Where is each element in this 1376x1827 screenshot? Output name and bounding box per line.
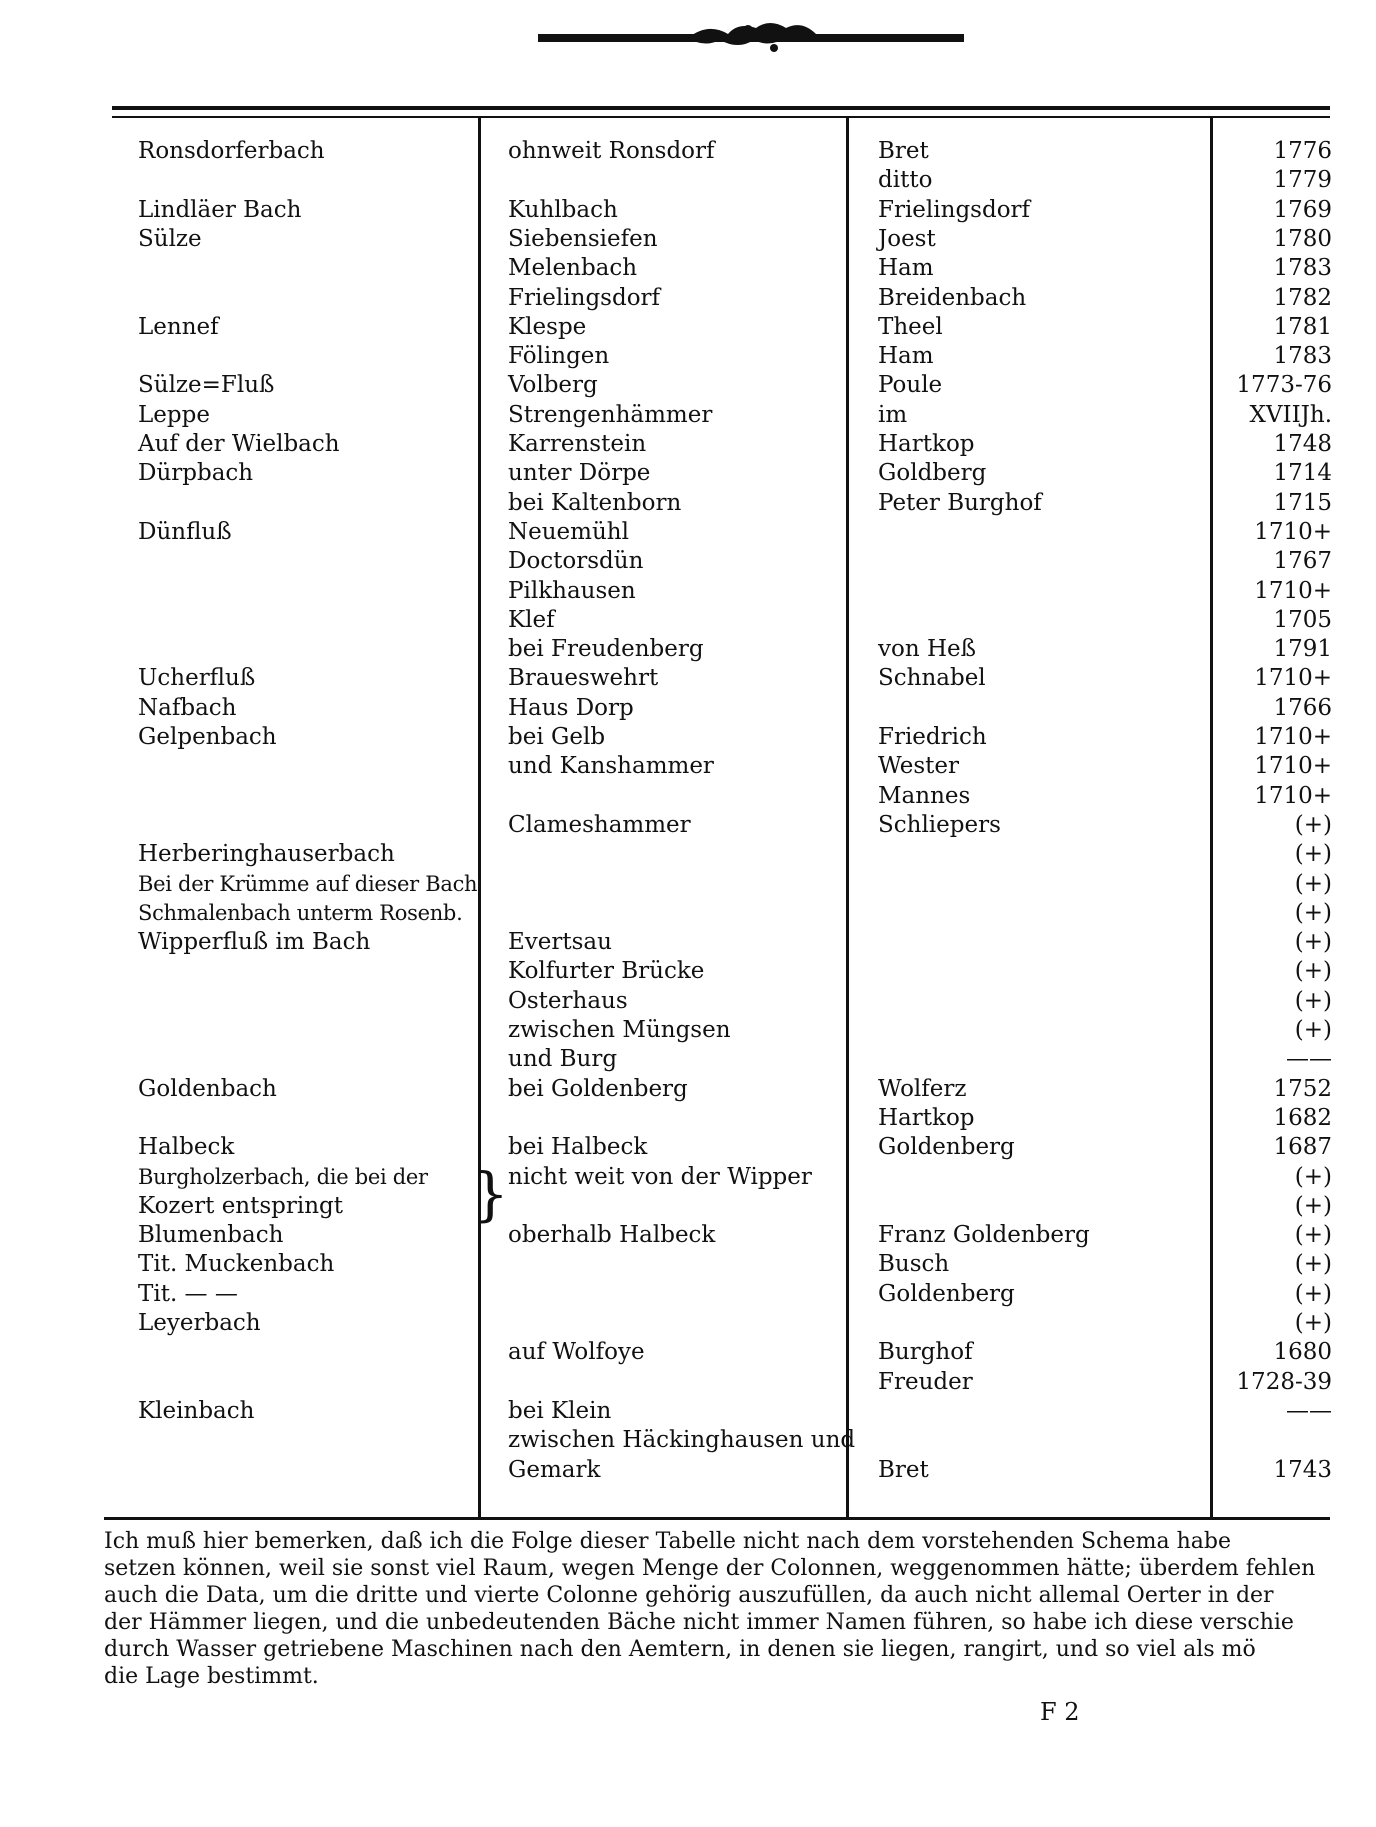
- cell-c3: Hartkop: [878, 431, 975, 457]
- cell-c3: Friedrich: [878, 724, 987, 750]
- cell-c2: und Burg: [508, 1046, 618, 1072]
- table-row: [0, 1044, 1376, 1074]
- table-row: [0, 722, 1376, 752]
- cell-c3: Wolferz: [878, 1076, 967, 1102]
- table-row: [0, 224, 1376, 254]
- cell-c4: 1767: [1273, 548, 1332, 574]
- table-row: [0, 839, 1376, 869]
- cell-c3: im: [878, 402, 908, 428]
- table-row: [0, 1074, 1376, 1104]
- footnote-line: auch die Data, um die dritte und vierte Colonne gehörig auszufüllen, da auch nicht allemal Oerter in der: [104, 1583, 1274, 1608]
- cell-c4: 1752: [1273, 1076, 1332, 1102]
- cell-c2: und Kanshammer: [508, 753, 714, 779]
- table-row: [0, 253, 1376, 283]
- table-row: [0, 898, 1376, 928]
- footnote: [104, 1528, 1334, 1690]
- table-row: [0, 1337, 1376, 1367]
- cell-c1: Bei der Krümme auf dieser Bach: [138, 872, 478, 896]
- table-row: [0, 546, 1376, 576]
- table-row: [0, 195, 1376, 225]
- cell-c2: Siebensiefen: [508, 226, 658, 252]
- cell-c2: Melenbach: [508, 255, 638, 281]
- table-row: [0, 1425, 1376, 1455]
- table-row: [0, 1015, 1376, 1045]
- cell-c1: Dünfluß: [138, 519, 232, 545]
- cell-c1: Dürpbach: [138, 460, 254, 486]
- cell-c1: Nafbach: [138, 695, 237, 721]
- cell-c4: (+): [1294, 900, 1332, 926]
- cell-c4: 1748: [1273, 431, 1332, 457]
- cell-c2: Kuhlbach: [508, 197, 618, 223]
- table-row: [0, 370, 1376, 400]
- table-row: [0, 693, 1376, 723]
- cell-c4: (+): [1294, 929, 1332, 955]
- cell-c2: zwischen Müngsen: [508, 1017, 731, 1043]
- cell-c1: Tit. Muckenbach: [138, 1251, 335, 1277]
- table-row: [0, 429, 1376, 459]
- table-row: [0, 1279, 1376, 1309]
- cell-c2: nicht weit von der Wipper: [508, 1164, 812, 1190]
- table-row: [0, 1249, 1376, 1279]
- cell-c2: Osterhaus: [508, 988, 628, 1014]
- cell-c4: (+): [1294, 1193, 1332, 1219]
- cell-c3: Bret: [878, 138, 929, 164]
- cell-c4: (+): [1294, 841, 1332, 867]
- cell-c3: Goldenberg: [878, 1281, 1015, 1307]
- cell-c2: Karrenstein: [508, 431, 647, 457]
- footnote-line: der Hämmer liegen, und die unbedeutenden Bäche nicht immer Namen führen, so habe ich diese verschie: [104, 1610, 1294, 1635]
- table-row: [0, 341, 1376, 371]
- table-row: [0, 605, 1376, 635]
- cell-c3: Goldberg: [878, 460, 987, 486]
- cell-c4: 1791: [1273, 636, 1332, 662]
- cell-c3: Schnabel: [878, 665, 986, 691]
- cell-c3: Hartkop: [878, 1105, 975, 1131]
- table-row: [0, 400, 1376, 430]
- cell-c4: (+): [1294, 812, 1332, 838]
- cell-c4: 1780: [1273, 226, 1332, 252]
- table-bottom-rule: [104, 1517, 1330, 1520]
- cell-c1: Kleinbach: [138, 1398, 255, 1424]
- table-row: [0, 1308, 1376, 1338]
- cell-c2: Volberg: [508, 372, 598, 398]
- table-row: [0, 1132, 1376, 1162]
- cell-c4: (+): [1294, 988, 1332, 1014]
- cell-c4: 1773-76: [1236, 372, 1332, 398]
- table-row: [0, 576, 1376, 606]
- table-row: [0, 1191, 1376, 1221]
- cell-c3: Schliepers: [878, 812, 1001, 838]
- cell-c4: (+): [1294, 871, 1332, 897]
- cell-c4: XVIIJh.: [1249, 402, 1332, 428]
- cell-c3: Freuder: [878, 1369, 973, 1395]
- table-row: [0, 1162, 1376, 1192]
- cell-c2: bei Kaltenborn: [508, 490, 682, 516]
- cell-c2: Klespe: [508, 314, 587, 340]
- cell-c4: 1776: [1273, 138, 1332, 164]
- cell-c1: Leyerbach: [138, 1310, 261, 1336]
- cell-c2: bei Goldenberg: [508, 1076, 688, 1102]
- cell-c4: 1710+: [1254, 665, 1332, 691]
- cell-c4: ——: [1286, 1398, 1332, 1424]
- cell-c1: Tit. — —: [138, 1281, 238, 1307]
- cell-c4: 1682: [1273, 1105, 1332, 1131]
- cell-c4: (+): [1294, 1251, 1332, 1277]
- cell-c4: 1687: [1273, 1134, 1332, 1160]
- cell-c1: Leppe: [138, 402, 210, 428]
- cell-c3: Goldenberg: [878, 1134, 1015, 1160]
- table-row: [0, 869, 1376, 899]
- cell-c4: (+): [1294, 1164, 1332, 1190]
- table-row: [0, 634, 1376, 664]
- cell-c4: 1782: [1273, 285, 1332, 311]
- cell-c2: auf Wolfoye: [508, 1339, 645, 1365]
- cell-c3: ditto: [878, 167, 933, 193]
- cell-c3: Franz Goldenberg: [878, 1222, 1090, 1248]
- cell-c1: Gelpenbach: [138, 724, 277, 750]
- table-row: [0, 1455, 1376, 1485]
- table-row: [0, 986, 1376, 1016]
- cell-c4: 1781: [1273, 314, 1332, 340]
- cell-c1: Wipperfluß im Bach: [138, 929, 371, 955]
- cell-c2: unter Dörpe: [508, 460, 651, 486]
- cell-c1: Herberinghauserbach: [138, 841, 395, 867]
- cell-c1: Lennef: [138, 314, 219, 340]
- cell-c3: Theel: [878, 314, 943, 340]
- cell-c1: Ucherfluß: [138, 665, 256, 691]
- cell-c3: Busch: [878, 1251, 950, 1277]
- table-row: [0, 458, 1376, 488]
- table-row: [0, 1367, 1376, 1397]
- brace-mark: }: [472, 1160, 509, 1228]
- cell-c2: bei Freudenberg: [508, 636, 704, 662]
- table-row: [0, 663, 1376, 693]
- cell-c1: Sülze: [138, 226, 202, 252]
- cell-c2: Evertsau: [508, 929, 612, 955]
- cell-c3: Mannes: [878, 783, 971, 809]
- cell-c4: 1710+: [1254, 519, 1332, 545]
- cell-c2: zwischen Häckinghausen und: [508, 1427, 856, 1453]
- cell-c1: Auf der Wielbach: [138, 431, 340, 457]
- table-row: [0, 927, 1376, 957]
- page-signature: F 2: [1040, 1698, 1080, 1726]
- footnote-line: Ich muß hier bemerken, daß ich die Folge dieser Tabelle nicht nach dem vorstehenden Schema habe: [104, 1529, 1231, 1554]
- cell-c1: Kozert entspringt: [138, 1193, 344, 1219]
- cell-c2: Haus Dorp: [508, 695, 634, 721]
- cell-c2: Klef: [508, 607, 555, 633]
- cell-c2: Neuemühl: [508, 519, 629, 545]
- footnote-line: setzen können, weil sie sonst viel Raum, wegen Menge der Colonnen, weggenommen hätte; überdem fehlen: [104, 1556, 1316, 1581]
- cell-c4: (+): [1294, 1310, 1332, 1336]
- cell-c4: 1766: [1273, 695, 1332, 721]
- table-row: [0, 810, 1376, 840]
- cell-c4: (+): [1294, 1222, 1332, 1248]
- table-row: [0, 1103, 1376, 1133]
- cell-c3: Bret: [878, 1457, 929, 1483]
- cell-c3: Joest: [878, 226, 936, 252]
- cell-c4: 1728-39: [1236, 1369, 1332, 1395]
- cell-c1: Blumenbach: [138, 1222, 284, 1248]
- cell-c4: 1715: [1273, 490, 1332, 516]
- cell-c3: von Heß: [878, 636, 976, 662]
- cell-c2: ohnweit Ronsdorf: [508, 138, 715, 164]
- cell-c4: 1714: [1273, 460, 1332, 486]
- cell-c4: (+): [1294, 958, 1332, 984]
- cell-c1: Ronsdorferbach: [138, 138, 325, 164]
- cell-c3: Peter Burghof: [878, 490, 1042, 516]
- cell-c4: 1710+: [1254, 753, 1332, 779]
- cell-c3: Poule: [878, 372, 943, 398]
- cell-c3: Wester: [878, 753, 960, 779]
- cell-c4: 1710+: [1254, 578, 1332, 604]
- table-row: [0, 1220, 1376, 1250]
- cell-c3: Frielingsdorf: [878, 197, 1031, 223]
- cell-c2: Clameshammer: [508, 812, 691, 838]
- cell-c1: Lindläer Bach: [138, 197, 302, 223]
- table-row: [0, 283, 1376, 313]
- table-row: [0, 751, 1376, 781]
- cell-c4: (+): [1294, 1281, 1332, 1307]
- cell-c4: ——: [1286, 1046, 1332, 1072]
- cell-c1: Burgholzerbach, die bei der: [138, 1165, 428, 1189]
- cell-c1: Schmalenbach unterm Rosenb.: [138, 901, 463, 925]
- cell-c2: Kolfurter Brücke: [508, 958, 705, 984]
- cell-c2: oberhalb Halbeck: [508, 1222, 716, 1248]
- cell-c4: 1680: [1273, 1339, 1332, 1365]
- cell-c4: 1710+: [1254, 783, 1332, 809]
- cell-c2: Doctorsdün: [508, 548, 644, 574]
- cell-c3: Burghof: [878, 1339, 973, 1365]
- cell-c4: 1743: [1273, 1457, 1332, 1483]
- table-row: [0, 517, 1376, 547]
- cell-c1: Goldenbach: [138, 1076, 277, 1102]
- cell-c4: 1769: [1273, 197, 1332, 223]
- cell-c2: bei Halbeck: [508, 1134, 648, 1160]
- cell-c1: Halbeck: [138, 1134, 235, 1160]
- footnote-line: die Lage bestimmt.: [104, 1664, 319, 1689]
- cell-c2: bei Gelb: [508, 724, 606, 750]
- cell-c4: 1783: [1273, 255, 1332, 281]
- cell-c4: 1710+: [1254, 724, 1332, 750]
- cell-c2: Strengenhämmer: [508, 402, 713, 428]
- cell-c4: 1705: [1273, 607, 1332, 633]
- table-row: [0, 488, 1376, 518]
- table-row: [0, 1396, 1376, 1426]
- cell-c4: (+): [1294, 1017, 1332, 1043]
- table-row: [0, 136, 1376, 166]
- cell-c2: Pilkhausen: [508, 578, 636, 604]
- table-row: [0, 781, 1376, 811]
- cell-c2: Fölingen: [508, 343, 610, 369]
- cell-c4: 1783: [1273, 343, 1332, 369]
- cell-c3: Breidenbach: [878, 285, 1027, 311]
- cell-c2: Gemark: [508, 1457, 601, 1483]
- cell-c3: Ham: [878, 343, 934, 369]
- table-row: [0, 312, 1376, 342]
- cell-c4: 1779: [1273, 167, 1332, 193]
- table-row: [0, 165, 1376, 195]
- table-row: [0, 956, 1376, 986]
- cell-c2: bei Klein: [508, 1398, 612, 1424]
- footnote-line: durch Wasser getriebene Maschinen nach den Aemtern, in denen sie liegen, rangirt, und so viel als mö: [104, 1637, 1256, 1662]
- cell-c1: Sülze=Fluß: [138, 372, 275, 398]
- cell-c2: Braueswehrt: [508, 665, 659, 691]
- cell-c3: Ham: [878, 255, 934, 281]
- cell-c2: Frielingsdorf: [508, 285, 661, 311]
